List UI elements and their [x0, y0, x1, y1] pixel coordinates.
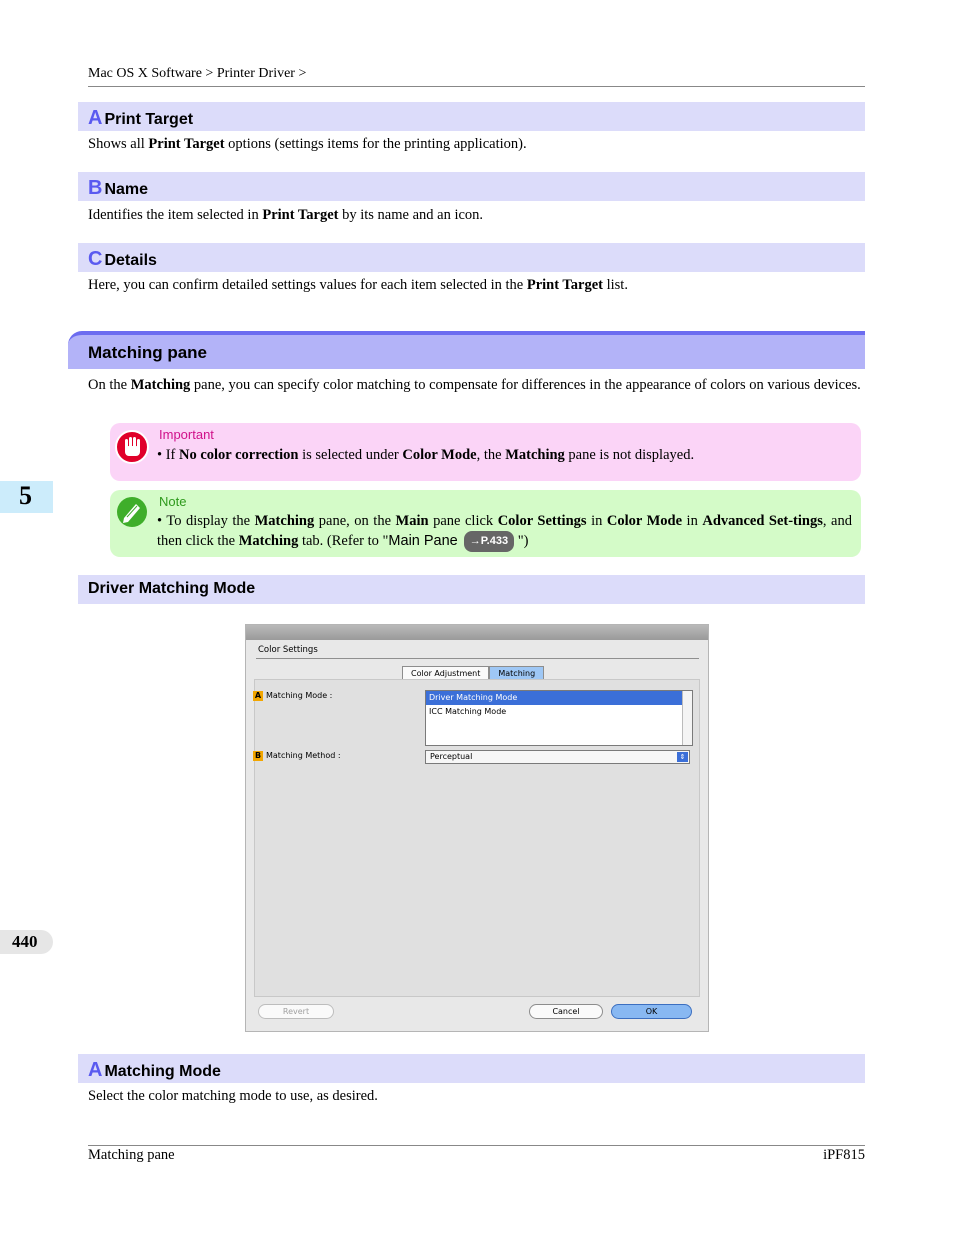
section-letter: A [88, 107, 103, 129]
section-letter: B [88, 177, 103, 199]
note-callout [110, 490, 861, 557]
important-label: Important [159, 427, 214, 442]
tab-matching[interactable]: Matching [489, 666, 544, 680]
footer-section: Matching pane [88, 1147, 175, 1163]
section-title: Print Target [104, 111, 194, 128]
page-ref-badge[interactable]: →P.433 [464, 531, 514, 552]
footer-model: iPF815 [823, 1147, 865, 1163]
section-driver-matching-mode [78, 575, 865, 604]
dialog-titlebar [246, 625, 708, 640]
chapter-heading-bar [68, 331, 865, 369]
chapter-intro: On the Matching pane, you can specify color matching to compensate for differences in the appearance of colors on various devices. [88, 377, 861, 393]
matching-method-select[interactable]: Perceptual ⇕ [425, 750, 690, 764]
name-text: Identifies the item selected in Print Target by its name and an icon. [88, 207, 484, 223]
pencil-note-icon [116, 496, 148, 528]
cancel-button[interactable]: Cancel [529, 1004, 603, 1019]
section-details [78, 243, 865, 272]
chevron-updown-icon: ⇕ [677, 752, 688, 762]
revert-button[interactable]: Revert [258, 1004, 334, 1019]
details-text: Here, you can confirm detailed settings values for each item selected in the Print Target list. [88, 277, 628, 293]
dialog-tabs [402, 666, 544, 680]
section-title: Details [104, 252, 157, 269]
main-pane-link[interactable]: Main Pane [388, 533, 458, 549]
important-callout [110, 423, 861, 481]
section-title: Matching Mode [104, 1063, 221, 1080]
color-settings-dialog [245, 624, 709, 1032]
section-letter: C [88, 248, 103, 270]
section-print-target [78, 102, 865, 131]
matching-mode-label: A Matching Mode : [254, 691, 333, 700]
dialog-separator [256, 658, 699, 659]
important-text: • If No color correction is selected under Color Mode, the Matching pane is not displayed. [157, 447, 695, 463]
chapter-title: Matching pane [88, 343, 208, 362]
footer-rule [88, 1145, 865, 1146]
ok-button[interactable]: OK [611, 1004, 692, 1019]
note-text: • To display the Matching pane, on the Main pane click Color Settings in Color Mode in Advanced Set-tings, and then click the Matching tab. (Refer to "Main Pane →P.433 ") [157, 512, 852, 552]
section-title: Name [104, 181, 149, 198]
note-label: Note [159, 494, 187, 509]
matching-mode-text: Select the color matching mode to use, as desired. [88, 1088, 378, 1104]
print-target-text: Shows all Print Target options (settings items for the printing application). [88, 136, 527, 152]
breadcrumb: Mac OS X Software > Printer Driver > [88, 66, 307, 81]
list-item[interactable]: Driver Matching Mode [426, 691, 692, 705]
matching-mode-list[interactable] [425, 690, 693, 746]
list-item[interactable]: ICC Matching Mode [429, 707, 507, 716]
section-matching-mode [78, 1054, 865, 1083]
section-letter: A [88, 1059, 103, 1081]
tab-color-adjustment[interactable]: Color Adjustment [402, 666, 489, 680]
header-rule [88, 86, 865, 87]
page-number: 440 [0, 930, 53, 954]
matching-method-label: B Matching Method : [254, 751, 341, 760]
dialog-heading: Color Settings [258, 645, 318, 655]
chapter-side-tab: 5 [0, 481, 53, 513]
list-scrollbar[interactable] [682, 691, 692, 745]
section-name [78, 172, 865, 201]
section-title: Driver Matching Mode [88, 580, 256, 597]
stop-hand-icon [115, 430, 149, 464]
callout-badge: B [254, 751, 262, 760]
callout-badge: A [254, 691, 262, 700]
